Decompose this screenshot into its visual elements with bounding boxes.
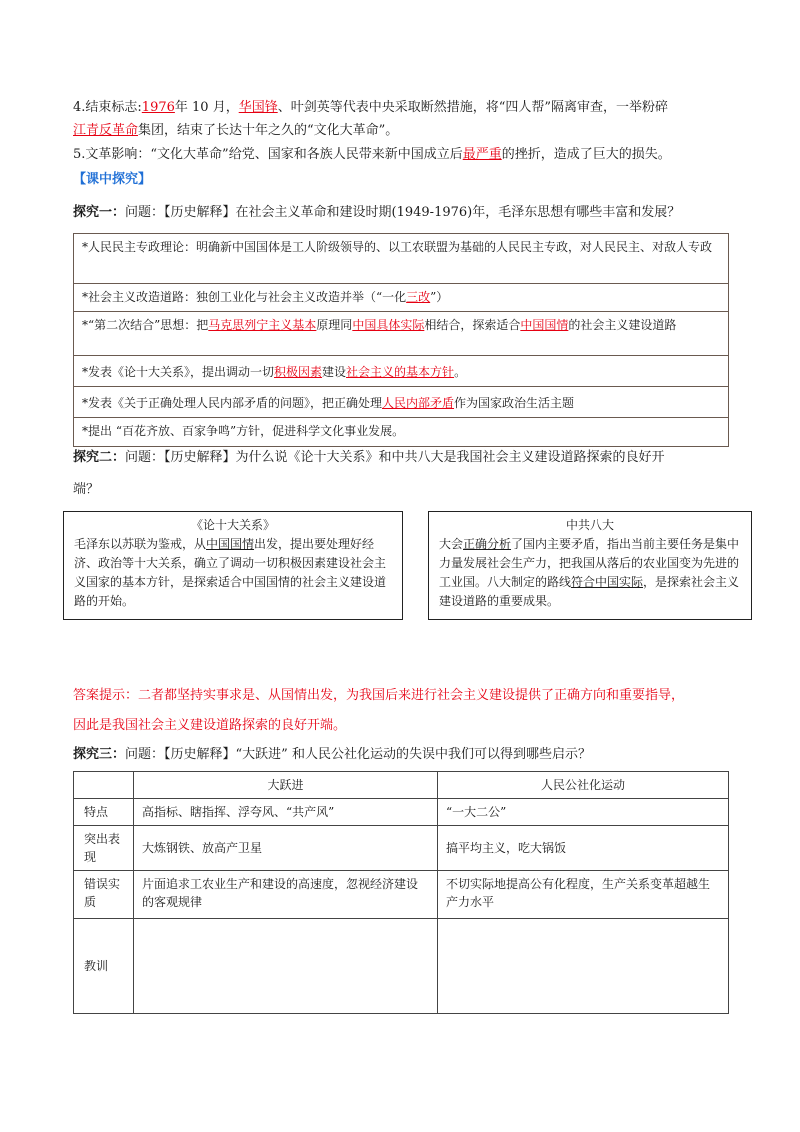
table-row-lessons: 教训 xyxy=(74,919,729,1014)
explore1-row-4: *发表《论十大关系》，提出调动一切积极因素建设社会主义的基本方针。 xyxy=(74,356,728,387)
explore3-question: 探究三：问题：【历史解释】“大跃进” 和人民公社化运动的失误中我们可以得到哪些启示？ xyxy=(73,747,591,762)
section-title: 【课中探究】 xyxy=(73,172,152,187)
explore1-row-1: *人民民主专政理论：明确新中国国体是工人阶级领导的、以工农联盟为基础的人民民主专政，对人民民主、对敌人专政 xyxy=(74,234,728,284)
table-header-row xyxy=(74,772,729,799)
end-mark-line2: 江青反革命集团，结束了长达十年之久的“文化大革命”。 xyxy=(73,123,399,138)
year-1976: 1976 xyxy=(141,100,175,115)
impact-line: 5.文革影响：“文化大革命”给党、国家和各族人民带来新中国成立后最严重的挫折，造成了巨大的损失。 xyxy=(73,147,671,162)
eighth-congress-title: 中共八大 xyxy=(565,518,614,532)
answer-hint-line2: 因此是我国社会主义建设道路探索的良好开端。 xyxy=(73,718,347,733)
explore2-question-line2: 端？ xyxy=(73,482,100,497)
table-row: 特点 高指标、瞎指挥、浮夸风、“共产风” “一大二公” xyxy=(74,799,729,826)
table-row: 突出表现 大炼钢铁、放高产卫星 搞平均主义，吃大锅饭 xyxy=(74,826,729,871)
explore1-question: 探究一：问题：【历史解释】在社会主义革命和建设时期(1949-1976)年，毛泽东思想有哪些丰富和发展？ xyxy=(73,205,681,220)
lessons-answer-communes[interactable] xyxy=(438,919,729,1014)
lessons-answer-great-leap[interactable] xyxy=(134,919,438,1014)
explore1-row-2: *社会主义改造道路：独创工业化与社会主义改造并举（“一化三改”） xyxy=(74,284,728,312)
header-great-leap: 大跃进 xyxy=(134,772,438,799)
end-mark-line1: 4.结束标志:1976年 10 月，华国锋、叶剑英等代表中央采取断然措施，将“四人帮”隔离审查，一举粉碎 xyxy=(73,100,669,115)
ten-relationships-title: 《论十大关系》 xyxy=(190,518,275,532)
explore1-row-3: *“第二次结合”思想：把马克思列宁主义基本原理同中国具体实际相结合，探索适合中国国情的社会主义建设道路 xyxy=(74,312,728,356)
person-hua-guofeng: 华国锋 xyxy=(238,100,278,115)
box-ten-relationships xyxy=(63,511,403,620)
header-communes: 人民公社化运动 xyxy=(438,772,729,799)
impact-key: 最严重 xyxy=(462,147,502,162)
group-jiangqing: 江青反革命 xyxy=(73,123,139,138)
table-row: 错误实质 片面追求工农业生产和建设的高速度，忽视经济建设的客观规律 不切实际地提高公有化程度，生产关系变革超越生产力水平 xyxy=(74,871,729,919)
explore1-row-5: *发表《关于正确处理人民内部矛盾的问题》，把正确处理人民内部矛盾作为国家政治生活主题 xyxy=(74,387,728,418)
box-eighth-congress xyxy=(428,511,752,620)
explore1-box xyxy=(73,233,729,447)
explore1-row-6: *提出 “百花齐放、百家争鸣”方针，促进科学文化事业发展。 xyxy=(82,424,405,438)
ten-relationships-body: 毛泽东以苏联为鉴戒，从中国国情出发，提出要处理好经济、政治等十大关系，确立了调动一切积极因素建设社会主义国家的基本方针，是探索适合中国国情的社会主义建设道路的开始。 xyxy=(74,537,387,608)
eighth-congress-body: 大会正确分析了国内主要矛盾，指出当前主要任务是集中力量发展社会生产力，把我国从落后的农业国变为先进的工业国。八大制定的路线符合中国实际，是探索社会主义建设道路的重要成果。 xyxy=(439,537,740,608)
explore2-question-line1: 探究二：问题：【历史解释】为什么说《论十大关系》和中共八大是我国社会主义建设道路探索的良好开 xyxy=(73,450,665,465)
answer-hint-line1: 答案提示：二者都坚持实事求是、从国情出发，为我国后来进行社会主义建设提供了正确方向和重要指导， xyxy=(73,688,685,703)
explore3-table xyxy=(73,771,729,1014)
